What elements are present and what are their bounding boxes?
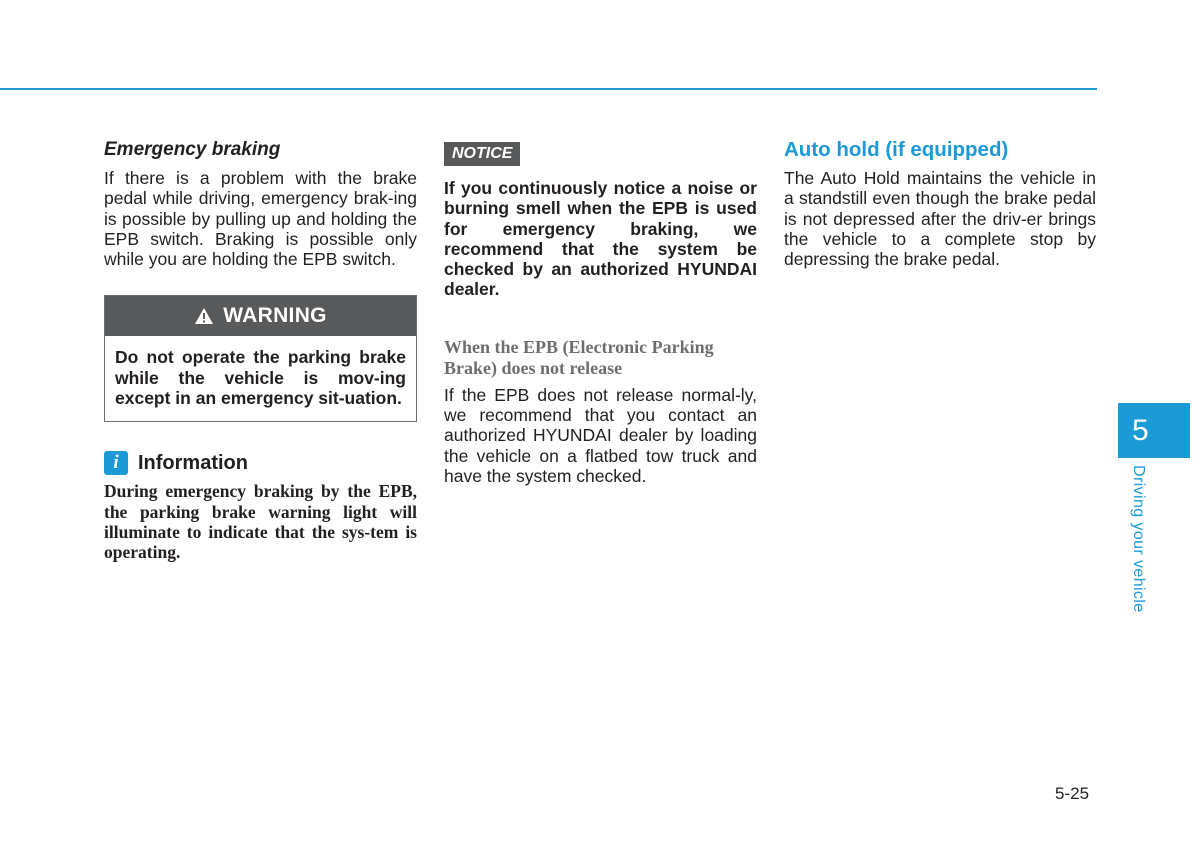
- chapter-title-vertical: [1127, 465, 1151, 625]
- info-icon: i: [104, 451, 128, 475]
- warning-label: WARNING: [223, 304, 327, 328]
- warning-triangle-icon: [194, 307, 214, 325]
- auto-hold-heading: Auto hold (if equipped): [784, 138, 1009, 161]
- chapter-tab: [1118, 403, 1190, 458]
- chapter-title: Driving your vehicle: [1130, 465, 1147, 613]
- information-text: During emergency braking by the EPB, the parking brake warning light will illuminate to indicate that the sys-tem is operating.: [104, 481, 417, 563]
- column-right: [784, 138, 1096, 269]
- column-middle: [444, 138, 757, 486]
- page-number: 5-25: [1055, 784, 1090, 803]
- information-title: [104, 451, 417, 475]
- information-label: Information: [138, 451, 248, 474]
- warning-body: [105, 336, 416, 421]
- warning-box: [104, 295, 417, 422]
- epb-release-body: If the EPB does not release normal-ly, we recommend that you contact an authorized HYUNDAI dealer by loading the vehicle on a flatbed tow truck and have the system checked.: [444, 384, 757, 486]
- chapter-number: 5: [1132, 413, 1149, 447]
- notice-text: If you continuously notice a noise or burning smell when the EPB is used for emergency braking, we recommend that the system be checked by an authorized HYUNDAI dealer.: [444, 178, 757, 300]
- top-rule: [0, 88, 1097, 90]
- notice-badge: NOTICE: [444, 142, 520, 166]
- auto-hold-body: The Auto Hold maintains the vehicle in a standstill even though the brake pedal is not depressed after the driv-er brings the vehicle to a complete stop by depressing the brake pedal.: [784, 168, 1096, 270]
- emergency-braking-body: If there is a problem with the brake pedal while driving, emergency brak-ing is possible by pulling up and holding the EPB switch. Braking is possible only while you are holding the EPB switch.: [104, 168, 417, 270]
- warning-header: [105, 296, 416, 336]
- epb-release-heading: When the EPB (Electronic Parking Brake) does not release: [444, 336, 714, 378]
- warning-text: Do not operate the parking brake while the vehicle is mov-ing except in an emergency sit-uation.: [115, 347, 406, 409]
- emergency-braking-heading: Emergency braking: [104, 139, 281, 160]
- column-left: [104, 138, 417, 563]
